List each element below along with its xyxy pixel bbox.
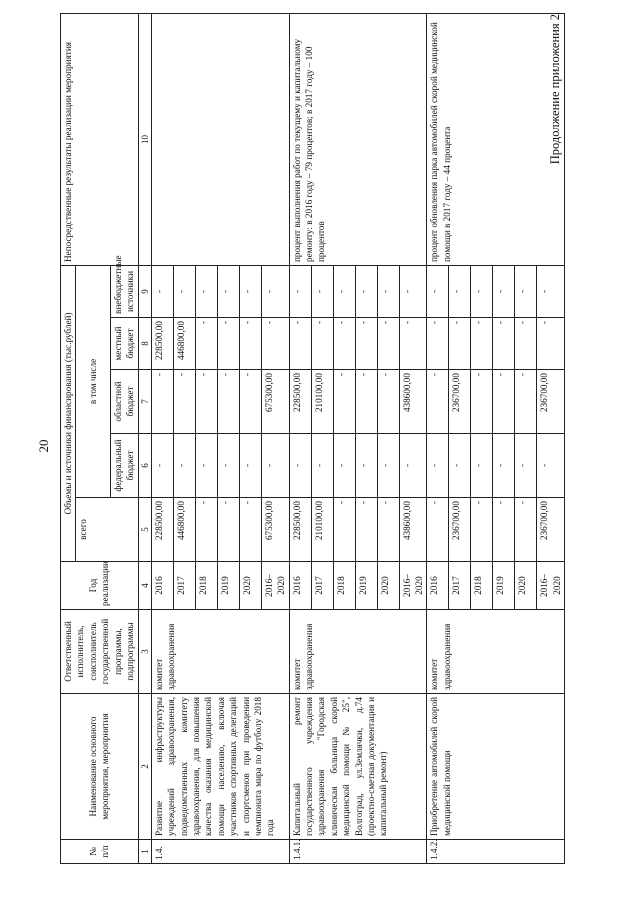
cell-extra: - xyxy=(399,266,427,318)
cell-extra: - xyxy=(261,266,289,318)
cell-total: - xyxy=(239,498,261,562)
cell-extra: - xyxy=(449,266,471,318)
cell-year: 2016–2020 xyxy=(399,562,427,610)
header-total: всего xyxy=(76,498,138,562)
cell-federal: - xyxy=(289,434,311,498)
cell-extra: - xyxy=(333,266,355,318)
column-number: 10 xyxy=(138,14,151,266)
cell-federal: - xyxy=(399,434,427,498)
header-year: Год реализации xyxy=(61,562,139,610)
cell-federal: - xyxy=(515,434,537,498)
cell-total: 236700,00 xyxy=(537,498,565,562)
cell-federal: - xyxy=(195,434,217,498)
cell-federal: - xyxy=(217,434,239,498)
cell-year: 2017 xyxy=(311,562,333,610)
header-regional: областной бюджет xyxy=(110,370,138,434)
header-result: Непосредственные результаты реализации мероприятия xyxy=(61,14,139,266)
cell-year: 2018 xyxy=(471,562,493,610)
cell-federal: - xyxy=(537,434,565,498)
cell-year: 2016 xyxy=(289,562,311,610)
cell-federal: - xyxy=(261,434,289,498)
program-table xyxy=(60,13,565,864)
row-name: Развитие инфраструктуры учреждений здравоохранения, подведомственных комитету здравоохранения, для повышения качества оказания медицинской помощи населению, включая участников спортивных делегаций и спортсменов при проведении чемпионата мира по футболу 2018 года xyxy=(151,694,289,840)
cell-local: - xyxy=(217,318,239,370)
row-name: Капитальный ремонт государственного учреждения здравоохранения "Городская клиническая больница скорой медицинской помощи № 25", Волгоград, ул.Землячки, д.74 (проектно-сметная документация и капитальный ремонт) xyxy=(289,694,427,840)
cell-regional: - xyxy=(427,370,449,434)
cell-extra: - xyxy=(377,266,399,318)
cell-total: 675300,00 xyxy=(261,498,289,562)
cell-local: - xyxy=(515,318,537,370)
row-result: процент выполнения работ по текущему и капитальному ремонту: в 2016 году – 79 процентов; в 2017 году – 100 процентов xyxy=(289,14,427,266)
cell-federal: - xyxy=(449,434,471,498)
table-body xyxy=(151,14,565,864)
cell-local: 446800,00 xyxy=(173,318,195,370)
cell-local: - xyxy=(239,318,261,370)
cell-year: 2019 xyxy=(217,562,239,610)
cell-federal: - xyxy=(173,434,195,498)
cell-local: 228500,00 xyxy=(151,318,173,370)
cell-year: 2016–2020 xyxy=(537,562,565,610)
cell-extra: - xyxy=(151,266,173,318)
cell-total: 236700,00 xyxy=(449,498,471,562)
cell-local: - xyxy=(289,318,311,370)
cell-federal: - xyxy=(311,434,333,498)
cell-federal: - xyxy=(427,434,449,498)
cell-total: - xyxy=(195,498,217,562)
cell-regional: - xyxy=(493,370,515,434)
table-row xyxy=(151,14,173,864)
cell-local: - xyxy=(449,318,471,370)
cell-year: 2016 xyxy=(151,562,173,610)
cell-regional: 210100,00 xyxy=(311,370,333,434)
appendix-label: Продолжение приложения 2 xyxy=(548,14,562,165)
table-row xyxy=(289,14,311,864)
column-number: 4 xyxy=(138,562,151,610)
header-name: Наименование основного мероприятия, мероприятия xyxy=(61,694,139,840)
cell-regional: - xyxy=(471,370,493,434)
cell-extra: - xyxy=(311,266,333,318)
header-executor: Ответственный исполнитель, соисполнитель государственной программы, подпрограммы xyxy=(61,610,139,694)
column-number: 6 xyxy=(138,434,151,498)
cell-local: - xyxy=(537,318,565,370)
cell-local: - xyxy=(261,318,289,370)
cell-local: - xyxy=(471,318,493,370)
cell-regional: 228500,00 xyxy=(289,370,311,434)
cell-federal: - xyxy=(151,434,173,498)
cell-regional: - xyxy=(333,370,355,434)
cell-extra: - xyxy=(471,266,493,318)
cell-year: 2018 xyxy=(333,562,355,610)
cell-federal: - xyxy=(493,434,515,498)
cell-regional: - xyxy=(217,370,239,434)
cell-regional: - xyxy=(377,370,399,434)
page-number: 20 xyxy=(36,439,51,453)
cell-total: - xyxy=(493,498,515,562)
cell-year: 2017 xyxy=(449,562,471,610)
header-local: местный бюджет xyxy=(110,318,138,370)
cell-regional: - xyxy=(173,370,195,434)
cell-extra: - xyxy=(355,266,377,318)
table-row xyxy=(427,14,449,864)
row-executor: комитет здравоохранения xyxy=(151,610,289,694)
cell-local: - xyxy=(195,318,217,370)
cell-local: - xyxy=(493,318,515,370)
row-executor: комитет здравоохранения xyxy=(427,610,565,694)
column-number: 9 xyxy=(138,266,151,318)
cell-total: 210100,00 xyxy=(311,498,333,562)
cell-year: 2018 xyxy=(195,562,217,610)
cell-year: 2020 xyxy=(377,562,399,610)
cell-extra: - xyxy=(195,266,217,318)
cell-federal: - xyxy=(239,434,261,498)
row-num: 1.4. xyxy=(151,840,289,864)
cell-local: - xyxy=(333,318,355,370)
cell-total: - xyxy=(377,498,399,562)
cell-extra: - xyxy=(427,266,449,318)
cell-total: 438600,00 xyxy=(399,498,427,562)
cell-extra: - xyxy=(515,266,537,318)
cell-local: - xyxy=(311,318,333,370)
row-result: процент обновления парка автомобилей скорой медицинской помощи в 2017 году – 44 процента xyxy=(427,14,565,266)
cell-local: - xyxy=(377,318,399,370)
cell-total: - xyxy=(217,498,239,562)
cell-extra: - xyxy=(493,266,515,318)
row-result xyxy=(151,14,289,266)
cell-year: 2020 xyxy=(239,562,261,610)
cell-federal: - xyxy=(355,434,377,498)
column-number-row xyxy=(138,14,151,864)
header-including: в том числе xyxy=(76,266,110,498)
cell-year: 2016–2020 xyxy=(261,562,289,610)
header-funding: Объемы и источники финансирования (тыс.рублей) xyxy=(61,266,76,562)
column-number: 3 xyxy=(138,610,151,694)
cell-total: - xyxy=(471,498,493,562)
cell-total: 228500,00 xyxy=(151,498,173,562)
row-executor: комитет здравоохранения xyxy=(289,610,427,694)
cell-regional: - xyxy=(151,370,173,434)
column-number: 2 xyxy=(138,694,151,840)
cell-year: 2016 xyxy=(427,562,449,610)
header-num: № п/п xyxy=(61,840,139,864)
column-number: 8 xyxy=(138,318,151,370)
cell-regional: 236700,00 xyxy=(537,370,565,434)
cell-regional: - xyxy=(195,370,217,434)
cell-federal: - xyxy=(377,434,399,498)
column-number: 5 xyxy=(138,498,151,562)
cell-regional: - xyxy=(355,370,377,434)
cell-year: 2019 xyxy=(355,562,377,610)
cell-extra: - xyxy=(537,266,565,318)
cell-extra: - xyxy=(173,266,195,318)
cell-local: - xyxy=(427,318,449,370)
cell-regional: 675300,00 xyxy=(261,370,289,434)
cell-total: - xyxy=(355,498,377,562)
cell-year: 2017 xyxy=(173,562,195,610)
cell-extra: - xyxy=(289,266,311,318)
cell-total: - xyxy=(515,498,537,562)
row-num: 1.4.1. xyxy=(289,840,427,864)
cell-extra: - xyxy=(217,266,239,318)
cell-total: 446800,00 xyxy=(173,498,195,562)
row-name: Приобретение автомобилей скорой медицинской помощи xyxy=(427,694,565,840)
column-number: 1 xyxy=(138,840,151,864)
cell-year: 2020 xyxy=(515,562,537,610)
cell-federal: - xyxy=(333,434,355,498)
cell-regional: - xyxy=(239,370,261,434)
cell-regional: - xyxy=(515,370,537,434)
cell-total: 228500,00 xyxy=(289,498,311,562)
column-number: 7 xyxy=(138,370,151,434)
cell-regional: 236700,00 xyxy=(449,370,471,434)
cell-federal: - xyxy=(471,434,493,498)
row-num: 1.4.2. xyxy=(427,840,565,864)
cell-total: - xyxy=(427,498,449,562)
header-extra: внебюджетные источники xyxy=(110,266,138,318)
cell-extra: - xyxy=(239,266,261,318)
cell-year: 2019 xyxy=(493,562,515,610)
header-federal: федеральный бюджет xyxy=(110,434,138,498)
cell-total: - xyxy=(333,498,355,562)
cell-regional: 438600,00 xyxy=(399,370,427,434)
cell-local: - xyxy=(399,318,427,370)
cell-local: - xyxy=(355,318,377,370)
